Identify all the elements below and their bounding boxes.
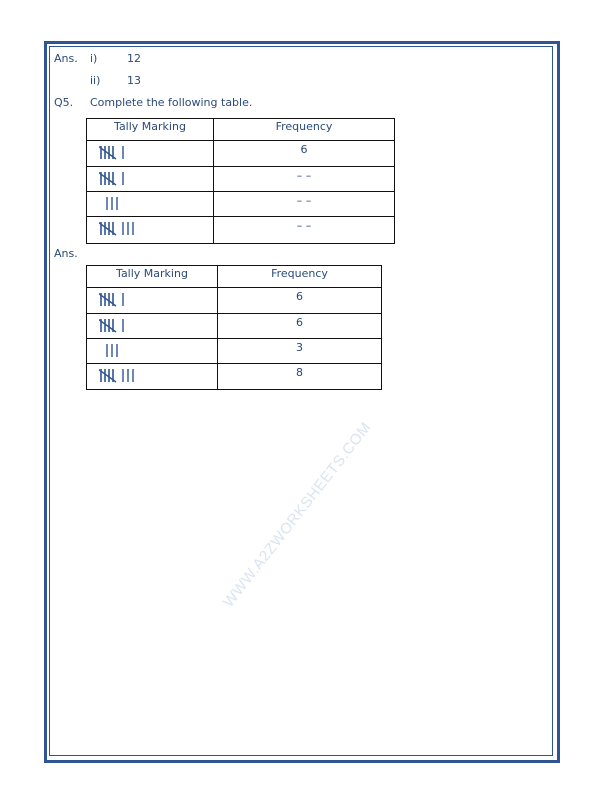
watermark: WWW.A2ZWORKSHEETS.COM (220, 419, 375, 611)
question-text: Complete the following table. (90, 96, 253, 109)
tally-marks-icon (87, 217, 214, 244)
header-tally: Tally Marking (87, 119, 214, 141)
table-row (87, 192, 395, 217)
tally-marks-icon (87, 167, 214, 192)
answer-label: Ans. (54, 247, 78, 260)
answer-item-value: 13 (127, 74, 141, 87)
answer-table (86, 265, 382, 390)
frequency-cell: 6 (218, 288, 382, 314)
tally-marks-icon (87, 141, 214, 167)
tally-marks-icon (87, 192, 214, 217)
table-row (87, 217, 395, 244)
frequency-cell: – – (214, 167, 395, 192)
tally-marks-icon (87, 364, 218, 390)
answer-item-number: ii) (90, 74, 101, 87)
frequency-cell: – – (214, 192, 395, 217)
table-row (87, 167, 395, 192)
answer-item-value: 12 (127, 52, 141, 65)
frequency-cell: – – (214, 217, 395, 244)
header-frequency: Frequency (214, 119, 395, 141)
header-frequency: Frequency (218, 266, 382, 288)
prev-answer-label: Ans. (54, 52, 78, 65)
table-row (87, 314, 382, 339)
frequency-cell: 3 (218, 339, 382, 364)
header-tally: Tally Marking (87, 266, 218, 288)
tally-marks-icon (87, 339, 218, 364)
frequency-cell: 6 (218, 314, 382, 339)
tally-marks-icon (87, 314, 218, 339)
question-number: Q5. (54, 96, 74, 109)
answer-item-number: i) (90, 52, 98, 65)
table-row (87, 141, 395, 167)
frequency-cell: 8 (218, 364, 382, 390)
tally-marks-icon (87, 288, 218, 314)
table-row (87, 339, 382, 364)
table-row (87, 364, 382, 390)
frequency-cell: 6 (214, 141, 395, 167)
question-table (86, 118, 395, 244)
table-row (87, 288, 382, 314)
